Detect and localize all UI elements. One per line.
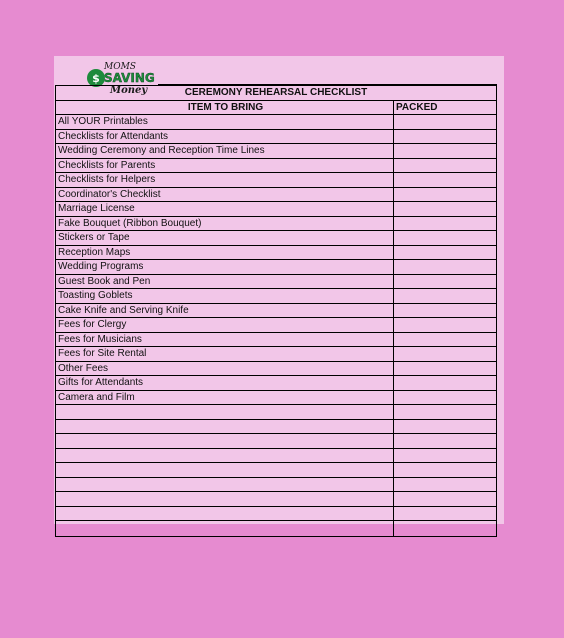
table-row [56, 391, 496, 406]
table-row [56, 130, 496, 145]
table-row [56, 289, 496, 304]
item-cell[interactable]: Fees for Clergy [56, 318, 394, 332]
table-row [56, 507, 496, 522]
table-row [56, 231, 496, 246]
item-cell[interactable]: Toasting Goblets [56, 289, 394, 303]
packed-cell[interactable] [394, 521, 496, 536]
packed-cell[interactable] [394, 159, 496, 173]
logo-text-middle: SAVING [104, 71, 155, 85]
table-row [56, 188, 496, 203]
packed-cell[interactable] [394, 507, 496, 521]
packed-cell[interactable] [394, 304, 496, 318]
table-row [56, 202, 496, 217]
item-cell[interactable]: Camera and Film [56, 391, 394, 405]
packed-cell[interactable] [394, 231, 496, 245]
item-cell[interactable] [56, 449, 394, 463]
column-header-packed: PACKED [396, 101, 438, 113]
packed-cell[interactable] [394, 362, 496, 376]
dollar-sign-icon: $ [92, 72, 100, 85]
table-row [56, 362, 496, 377]
table-row [56, 304, 496, 319]
table-row [56, 144, 496, 159]
table-row [56, 159, 496, 174]
table-row [56, 173, 496, 188]
packed-cell[interactable] [394, 188, 496, 202]
table-row [56, 275, 496, 290]
item-cell[interactable]: Wedding Programs [56, 260, 394, 274]
item-cell[interactable]: Guest Book and Pen [56, 275, 394, 289]
packed-cell[interactable] [394, 130, 496, 144]
table-row [56, 449, 496, 464]
packed-cell[interactable] [394, 376, 496, 390]
item-cell[interactable] [56, 434, 394, 448]
logo-text-bottom: Money [110, 85, 148, 96]
table-row [56, 434, 496, 449]
packed-cell[interactable] [394, 217, 496, 231]
packed-cell[interactable] [394, 463, 496, 477]
item-cell[interactable]: All YOUR Printables [56, 115, 394, 129]
item-cell[interactable]: Checklists for Attendants [56, 130, 394, 144]
item-cell[interactable]: Fees for Site Rental [56, 347, 394, 361]
packed-cell[interactable] [394, 347, 496, 361]
item-cell[interactable] [56, 507, 394, 521]
packed-cell[interactable] [394, 173, 496, 187]
item-cell[interactable]: Other Fees [56, 362, 394, 376]
packed-cell[interactable] [394, 449, 496, 463]
logo-text-top: MOMS [104, 62, 136, 72]
item-cell[interactable] [56, 521, 394, 536]
table-row [56, 318, 496, 333]
table-row [56, 492, 496, 507]
table-row [56, 420, 496, 435]
table-row [56, 333, 496, 348]
table-row [56, 347, 496, 362]
table-row [56, 463, 496, 478]
item-cell[interactable]: Coordinator's Checklist [56, 188, 394, 202]
item-cell[interactable]: Stickers or Tape [56, 231, 394, 245]
item-cell[interactable]: Fake Bouquet (Ribbon Bouquet) [56, 217, 394, 231]
column-header-item: ITEM TO BRING [56, 101, 394, 115]
packed-cell[interactable] [394, 492, 496, 506]
table-title: CEREMONY REHEARSAL CHECKLIST [184, 87, 368, 98]
table-row [56, 217, 496, 232]
item-cell[interactable] [56, 463, 394, 477]
packed-cell[interactable] [394, 289, 496, 303]
item-cell[interactable]: Marriage License [56, 202, 394, 216]
packed-cell[interactable] [394, 318, 496, 332]
item-cell[interactable] [56, 492, 394, 506]
packed-cell[interactable] [394, 275, 496, 289]
table-row [56, 376, 496, 391]
table-row [56, 260, 496, 275]
checklist-sheet [54, 56, 504, 524]
packed-cell[interactable] [394, 260, 496, 274]
packed-cell[interactable] [394, 478, 496, 492]
packed-cell[interactable] [394, 202, 496, 216]
item-cell[interactable] [56, 405, 394, 419]
packed-cell[interactable] [394, 434, 496, 448]
packed-cell[interactable] [394, 391, 496, 405]
item-cell[interactable]: Checklists for Helpers [56, 173, 394, 187]
packed-cell[interactable] [394, 246, 496, 260]
checklist-table [55, 85, 497, 537]
item-cell[interactable]: Checklists for Parents [56, 159, 394, 173]
item-cell[interactable] [56, 420, 394, 434]
item-cell[interactable]: Gifts for Attendants [56, 376, 394, 390]
table-row [56, 115, 496, 130]
item-cell[interactable]: Reception Maps [56, 246, 394, 260]
item-cell[interactable]: Cake Knife and Serving Knife [56, 304, 394, 318]
packed-cell[interactable] [394, 115, 496, 129]
packed-cell[interactable] [394, 333, 496, 347]
item-cell[interactable]: Wedding Ceremony and Reception Time Lines [56, 144, 394, 158]
item-cell[interactable] [56, 478, 394, 492]
table-title-row [56, 86, 496, 101]
table-row [56, 246, 496, 261]
packed-cell[interactable] [394, 144, 496, 158]
table-row [56, 478, 496, 493]
table-row [56, 405, 496, 420]
packed-cell[interactable] [394, 405, 496, 419]
table-row [56, 521, 496, 536]
table-header-row [56, 101, 496, 116]
item-cell[interactable]: Fees for Musicians [56, 333, 394, 347]
packed-cell[interactable] [394, 420, 496, 434]
